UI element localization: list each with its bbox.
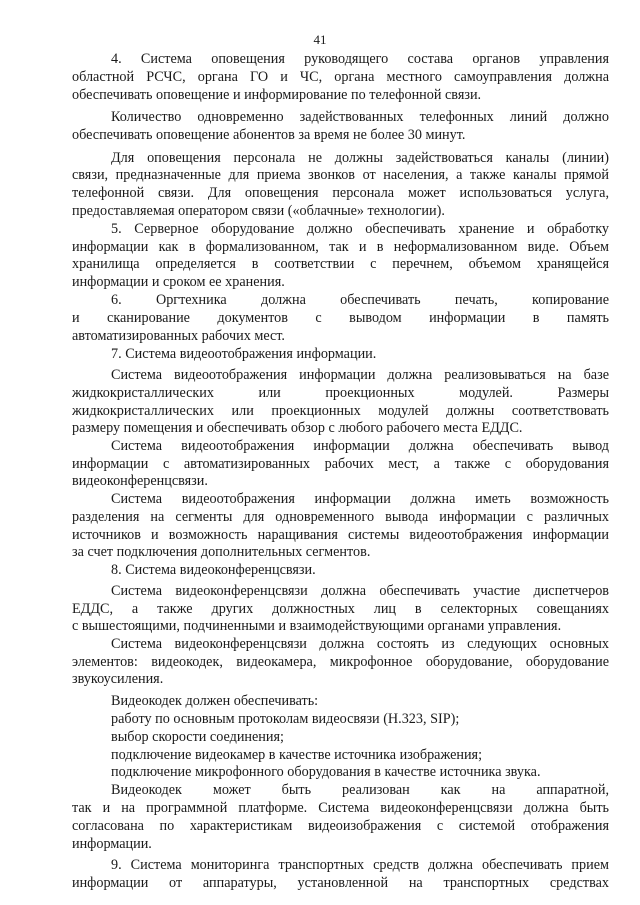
text-line: видеоконференцсвязи. bbox=[72, 473, 208, 489]
text-line: 6. Оргтехника должна обеспечивать печать, копирование bbox=[111, 292, 609, 308]
text-line: ЕДДС, а также других должностных лиц в селекторных совещаниях bbox=[72, 601, 609, 617]
text-line: согласована по характеристикам видеоизображения с системой отображения bbox=[72, 818, 609, 834]
text-line: подключение видеокамер в качестве источника изображения; bbox=[111, 747, 483, 763]
text-line: Система видеоконференцсвязи должна обеспечивать участие диспетчеров bbox=[111, 583, 609, 599]
text-line: 5. Серверное оборудование должно обеспечивать хранение и обработку bbox=[111, 221, 609, 237]
text-line: связи, предназначенные для приема звонков от населения, а также каналы прямой bbox=[72, 167, 609, 183]
text-line: разделения на сегменты для одновременного вывода информации с различных bbox=[72, 509, 609, 525]
text-line: областной РСЧС, органа ГО и ЧС, органа местного самоуправления должна bbox=[72, 69, 609, 85]
text-line: размеру помещения и обеспечивать обзор с любого рабочего места ЕДДС. bbox=[72, 420, 523, 436]
text-line: жидкокристаллических или проекционных модулей должны соответствовать bbox=[72, 403, 609, 419]
text-line: Система видеоотображения информации должна реализовываться на базе bbox=[111, 367, 609, 383]
text-line: предоставляемая оператором связи («облачные» технологии). bbox=[72, 203, 445, 219]
text-line: подключение микрофонного оборудования в качестве источника звука. bbox=[111, 764, 541, 780]
text-line: информации от аппаратуры, установленной на транспортных средствах bbox=[72, 875, 609, 891]
text-line: 4. Система оповещения руководящего состава органов управления bbox=[111, 51, 609, 67]
text-line: Видеокодек должен обеспечивать: bbox=[111, 693, 319, 709]
text-line: Количество одновременно задействованных телефонных линий должно bbox=[111, 109, 609, 125]
text-line: информации. bbox=[72, 836, 152, 852]
text-line: 8. Система видеоконференцсвязи. bbox=[111, 562, 316, 578]
text-line: обеспечивать оповещение и информирование по телефонной связи. bbox=[72, 87, 482, 103]
text-line: за счет подключения дополнительных сегментов. bbox=[72, 544, 371, 560]
text-line: информации и сроком ее хранения. bbox=[72, 274, 285, 290]
text-line: информации как в формализованном, так и в неформализованном виде. Объем bbox=[72, 239, 609, 255]
text-line: и сканирование документов с выводом информации в память bbox=[72, 310, 609, 326]
text-line: с вышестоящими, подчиненными и взаимодействующими органами управления. bbox=[72, 618, 562, 634]
text-line: 7. Система видеоотображения информации. bbox=[111, 346, 377, 362]
text-line: телефонной связи. Для оповещения персонала может использоваться услуга, bbox=[72, 185, 609, 201]
text-line: работу по основным протоколам видеосвязи (H.323, SIP); bbox=[111, 711, 460, 727]
text-line: обеспечивать оповещение абонентов за время не более 30 минут. bbox=[72, 127, 466, 143]
text-line: Система видеоконференцсвязи должна состоять из следующих основных bbox=[111, 636, 609, 652]
text-line: жидкокристаллических или проекционных модулей. Размеры bbox=[72, 385, 609, 401]
text-line: Для оповещения персонала не должны задействоваться каналы (линии) bbox=[111, 150, 609, 166]
text-line: звукоусиления. bbox=[72, 671, 164, 687]
text-line: информации с автоматизированных рабочих мест, а также с оборудования bbox=[72, 456, 609, 472]
text-line: автоматизированных рабочих мест. bbox=[72, 328, 285, 344]
text-line: 9. Система мониторинга транспортных средств должна обеспечивать прием bbox=[111, 857, 609, 873]
text-line: источников и возможность наращивания системы видеоотображения информации bbox=[72, 527, 609, 543]
text-line: Система видеоотображения информации должна иметь возможность bbox=[111, 491, 609, 507]
text-line: выбор скорости соединения; bbox=[111, 729, 284, 745]
text-line: Система видеоотображения информации должна обеспечивать вывод bbox=[111, 438, 609, 454]
page-number: 41 bbox=[313, 32, 327, 47]
text-line: хранилища определяется в соответствии с перечнем, объемом хранящейся bbox=[72, 256, 609, 272]
text-line: Видеокодек может быть реализован как на аппаратной, bbox=[111, 782, 609, 798]
text-line: так и на программной платформе. Система видеоконференцсвязи должна быть bbox=[72, 800, 609, 816]
text-line: элементов: видеокодек, видеокамера, микрофонное оборудование, оборудование bbox=[72, 654, 609, 670]
